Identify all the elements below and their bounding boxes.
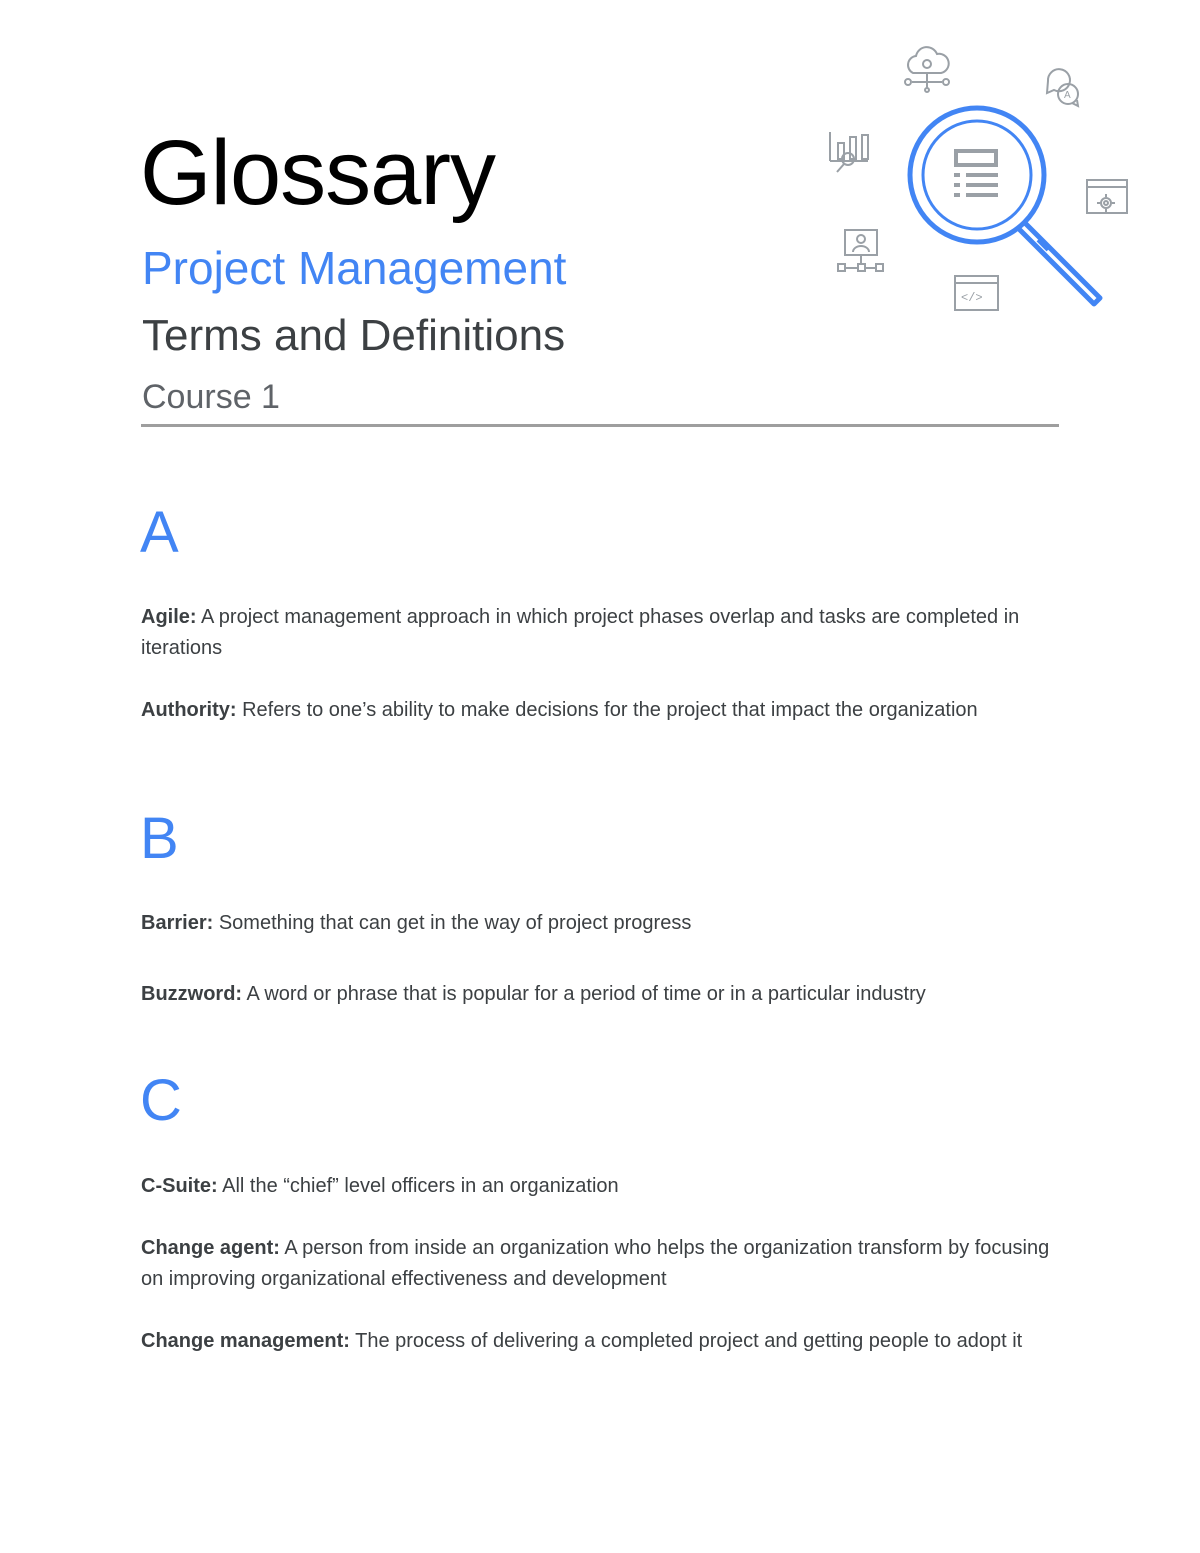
course-label: Course 1 <box>142 378 280 416</box>
page-title: Glossary <box>140 122 495 224</box>
chat-bubbles-icon <box>1047 69 1078 106</box>
entry-term: Change management: <box>141 1330 350 1352</box>
header-divider <box>141 424 1059 427</box>
cloud-network-icon <box>905 47 949 92</box>
glossary-entry-agile <box>141 602 1071 664</box>
section-letter-c: C <box>140 1068 182 1133</box>
chart-search-icon <box>830 132 868 172</box>
glossary-entry-barrier <box>141 908 1071 939</box>
svg-text:</>: </> <box>961 291 983 305</box>
terms-heading: Terms and Definitions <box>142 311 566 360</box>
entry-term: Change agent: <box>141 1237 280 1259</box>
page-subtitle: Project Management <box>142 242 567 294</box>
code-window-icon <box>955 276 998 310</box>
user-hierarchy-icon <box>838 230 883 271</box>
glossary-entry-buzzword <box>141 979 1071 1010</box>
glossary-entry-authority <box>141 695 1071 726</box>
entry-definition: Refers to one’s ability to make decisions for the project that impact the organization <box>236 699 978 721</box>
entry-definition: All the “chief” level officers in an organization <box>217 1175 619 1197</box>
entry-definition: The process of delivering a completed project and getting people to adopt it <box>349 1330 1023 1352</box>
entry-term: Authority: <box>141 699 237 721</box>
glossary-entry-change-management <box>141 1326 1071 1357</box>
section-letter-a: A <box>140 500 179 565</box>
svg-text:A: A <box>1064 90 1071 101</box>
entry-definition: A project management approach in which project phases overlap and tasks are completed in iterations <box>141 606 1020 659</box>
entry-term: C-Suite: <box>141 1175 218 1197</box>
entry-term: Agile: <box>141 606 197 628</box>
section-letter-b: B <box>140 806 179 871</box>
list-icon <box>954 151 998 195</box>
settings-window-icon <box>1087 180 1127 213</box>
glossary-entry-change-agent <box>141 1233 1071 1295</box>
entry-term: Barrier: <box>141 912 214 934</box>
entry-definition: Something that can get in the way of project progress <box>213 912 692 934</box>
magnifying-glass-icon <box>910 108 1100 304</box>
glossary-entry-c-suite <box>141 1171 1071 1202</box>
glossary-illustration <box>820 40 1150 330</box>
entry-term: Buzzword: <box>141 983 243 1005</box>
entry-definition: A person from inside an organization who helps the organization transform by focusing on improving organizational effectiveness and development <box>141 1237 1050 1290</box>
entry-definition: A word or phrase that is popular for a period of time or in a particular industry <box>242 983 926 1005</box>
